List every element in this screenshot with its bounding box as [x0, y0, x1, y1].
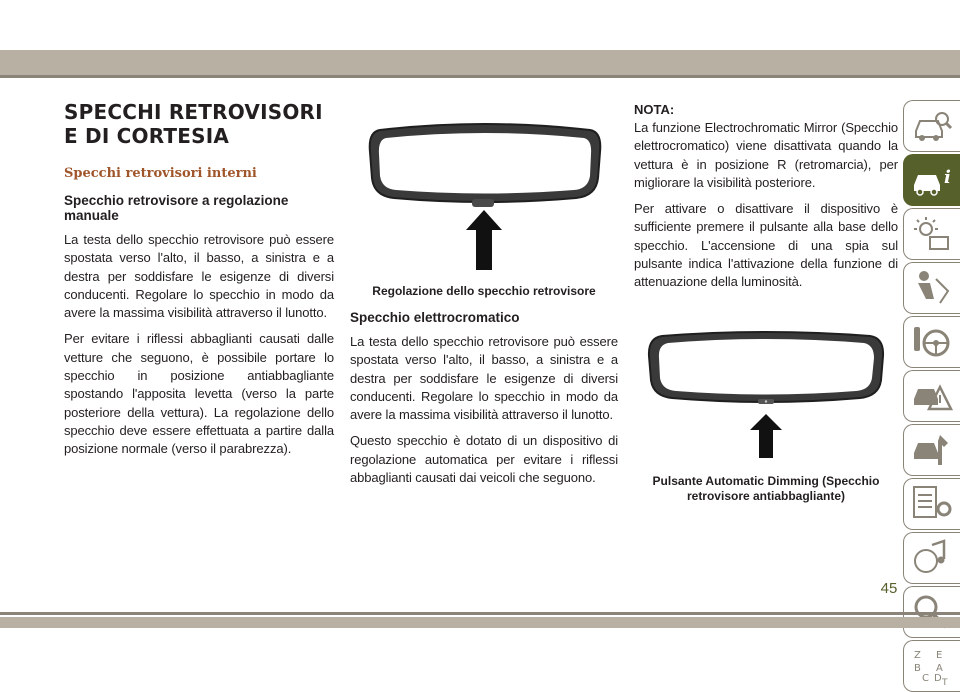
tab-multimedia[interactable]: [903, 532, 960, 584]
mirror-adjustment-figure: [350, 100, 618, 298]
car-info-icon: [912, 161, 952, 199]
tab-servicing-maintenance[interactable]: [903, 424, 960, 476]
car-warning-triangle-icon: [912, 377, 952, 415]
chapter-title: SPECCHI RETROVISORI E DI CORTESIA: [64, 100, 323, 148]
note-paragraph-2: Per attivare o disattivare il dispositivo è sufficiente premere il pulsante alla base dello specchio. L'accensione di una spia sul pulsante indica l'attivazione della funzione di attenuazione della luminosità.: [634, 201, 898, 290]
svg-text:A: A: [936, 663, 943, 674]
dashboard-warning-light-icon: [912, 215, 952, 253]
arrow-up-icon: [466, 210, 502, 270]
bottom-footer-rule: [0, 612, 960, 615]
section-title: Specchi retrovisori interni: [64, 166, 257, 181]
auto-dimming-indicator-light: [765, 400, 767, 402]
tab-emergency[interactable]: [903, 370, 960, 422]
tab-vehicle-info[interactable]: [903, 154, 960, 206]
manual-mirror-paragraph-2: Per evitare i riflessi abbaglianti causati dalle vetture che seguono, è possibile portare lo specchio in posizione antiabbagliante spostando l'apposita levetta (verso la parte posteriore della vettura). La regolazione dello specchio deve essere effettuata a partire dalla posizione normale (verso il parabrezza).: [64, 331, 334, 457]
arrow-up-icon: [750, 414, 782, 458]
svg-text:i: i: [944, 167, 951, 188]
figure-2-caption: Pulsante Automatic Dimming (Specchio retrovisore antiabbagliante): [652, 473, 880, 503]
multimedia-music-icon: [912, 539, 952, 577]
electrochromic-paragraph-1: La testa dello specchio retrovisore può essere spostata verso l'alto, il basso, a sinistra e a destra per soddisfare le esigenze di diversi conducenti. Regolare lo specchio in modo da avere la massima visibilità attraverso il lunotto.: [350, 334, 618, 423]
manual-mirror-heading: Specchio retrovisore a regolazione manuale: [64, 193, 289, 223]
svg-text:C: C: [922, 673, 929, 684]
tab-instrument-panel[interactable]: [903, 208, 960, 260]
manual-mirror-paragraph-1: La testa dello specchio retrovisore può essere spostata verso l'alto, il basso, a sinistra e a destra per soddisfare le esigenze di diversi conducenti. Regolare lo specchio in modo da avere la massima visibilità attraverso il lunotto.: [64, 232, 334, 321]
note-label: NOTA:: [634, 102, 675, 117]
column-left: [64, 100, 334, 459]
electrochromic-paragraph-2: Questo specchio è dotato di un dispositivo di regolazione automatica per evitare i riflessi abbaglianti causati dai veicoli che seguono.: [350, 433, 618, 486]
specifications-list-icon: [912, 485, 952, 523]
svg-text:T: T: [942, 678, 948, 688]
column-middle: [350, 100, 618, 487]
bottom-footer-band: [0, 617, 960, 628]
tab-index[interactable]: [903, 640, 960, 692]
steering-wheel-icon: [912, 323, 952, 361]
electrochromic-heading: Specchio elettrocromatico: [350, 310, 520, 325]
note-paragraph-1: La funzione Electrochromatic Mirror (Specchio elettrocromatico) viene disattivata quando la vettura è in posizione R (retromarcia), per migliorare la visibilità posteriore.: [634, 120, 898, 190]
alphabetical-index-icon: [912, 647, 952, 688]
page-number: 45: [880, 580, 898, 597]
tab-safety[interactable]: [903, 262, 960, 314]
car-wrench-icon: [912, 431, 952, 469]
column-right: [634, 102, 898, 503]
electrochromic-mirror-illustration: [634, 326, 898, 416]
airbag-seatbelt-icon: [912, 269, 952, 307]
auto-dimming-figure: [634, 326, 898, 503]
figure-1-caption: Regolazione dello specchio retrovisore: [372, 284, 596, 298]
dimming-lever: [472, 199, 494, 207]
svg-text:Z: Z: [914, 650, 921, 661]
car-magnifier-icon: [912, 107, 952, 145]
svg-text:D: D: [934, 673, 942, 684]
tab-getting-to-know-vehicle[interactable]: [903, 100, 960, 152]
top-header-rule: [0, 75, 960, 78]
svg-text:E: E: [936, 650, 943, 661]
svg-text:B: B: [914, 663, 921, 674]
tab-starting-operating[interactable]: [903, 316, 960, 368]
top-header-band: [0, 50, 960, 75]
tab-technical-specifications[interactable]: [903, 478, 960, 530]
